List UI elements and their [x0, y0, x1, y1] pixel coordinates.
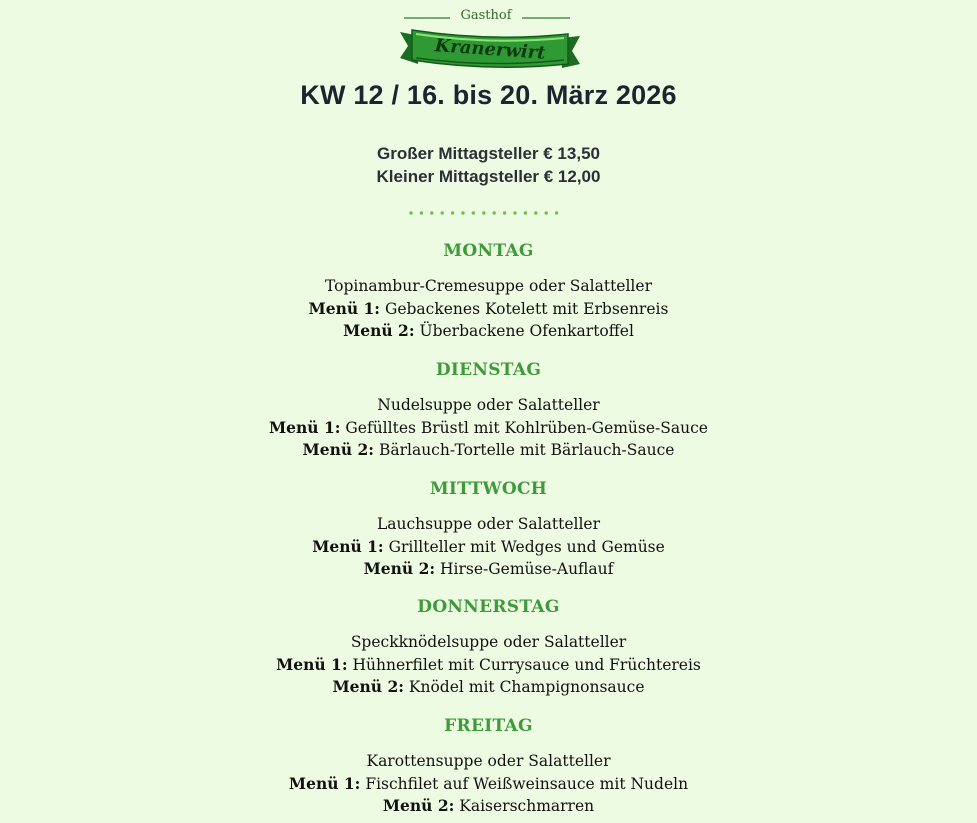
price-large: Großer Mittagsteller € 13,50	[377, 144, 600, 163]
divider-dot	[534, 211, 537, 214]
divider-dot	[555, 211, 558, 214]
day-heading: MITTWOCH	[429, 479, 548, 499]
menu1-label: Menü 1:	[288, 773, 361, 793]
menu1-line	[0, 417, 977, 440]
menu2-label: Menü 2:	[343, 321, 415, 340]
logo-gasthof-text: Gasthof	[460, 8, 512, 23]
menu2-label: Menü 2:	[363, 559, 436, 578]
divider-dot	[472, 211, 475, 214]
soup-line: Topinambur-Cremesuppe oder Salatteller	[325, 277, 652, 295]
menu1-line	[0, 773, 977, 796]
menu1-line	[0, 298, 977, 321]
divider-dot	[409, 211, 412, 214]
divider-dot	[524, 211, 527, 214]
menu1-text: Gefülltes Brüstl mit Kohlrüben-Gemüse-Sauce	[345, 418, 708, 437]
divider-dot	[513, 211, 516, 214]
day-heading: DIENSTAG	[435, 360, 542, 380]
menu2-text: Bärlauch-Tortelle mit Bärlauch-Sauce	[378, 441, 675, 459]
divider-dot	[441, 211, 444, 214]
divider-dot	[503, 211, 506, 214]
soup-line: Karottensuppe oder Salatteller	[366, 752, 611, 770]
divider-dot	[493, 211, 496, 214]
divider-dot	[545, 211, 548, 214]
soup-line: Nudelsuppe oder Salatteller	[377, 396, 600, 414]
menu2-line	[0, 439, 977, 462]
gasthof-kranerwirt-logo[interactable]	[398, 6, 582, 72]
price-small: Kleiner Mittagsteller € 12,00	[376, 167, 601, 186]
menu2-line	[0, 558, 977, 581]
dotted-divider	[408, 208, 563, 218]
day-heading: FREITAG	[444, 716, 533, 736]
day-section-montag	[0, 240, 977, 343]
menu1-label: Menü 1:	[312, 536, 384, 556]
menu1-text: Hühnerfilet mit Currysauce und Früchtereis	[352, 655, 701, 674]
menu2-text: Überbackene Ofenkartoffel	[419, 322, 634, 340]
day-section-mittwoch	[0, 478, 977, 581]
menu1-text: Gebackenes Kotelett mit Erbsenreis	[384, 299, 669, 318]
menu2-text: Kaiserschmarren	[459, 797, 595, 815]
menu2-label: Menü 2:	[302, 440, 375, 459]
logo-kranerwirt-text: Kranerwirt	[434, 35, 547, 64]
day-section-donnerstag	[0, 596, 977, 699]
day-section-freitag	[0, 715, 977, 818]
prices-block	[0, 142, 977, 188]
menu1-text: Grillteller mit Wedges und Gemüse	[388, 537, 665, 556]
divider-dot	[420, 211, 423, 214]
menu1-label: Menü 1:	[276, 654, 348, 674]
soup-line: Speckknödelsuppe oder Salatteller	[350, 633, 627, 651]
soup-line: Lauchsuppe oder Salatteller	[376, 515, 600, 533]
menu2-line	[0, 676, 977, 699]
menu2-text: Hirse-Gemüse-Auflauf	[440, 560, 614, 578]
menu1-label: Menü 1:	[269, 417, 341, 437]
divider-dot	[430, 211, 433, 214]
divider-dot	[461, 211, 464, 214]
week-title: KW 12 / 16. bis 20. März 2026	[300, 80, 677, 110]
menu2-label: Menü 2:	[382, 796, 455, 815]
menu2-text: Knödel mit Champignonsauce	[408, 678, 645, 696]
menu2-label: Menü 2:	[332, 677, 404, 696]
menu2-line	[0, 320, 977, 343]
divider-dot	[451, 211, 454, 214]
day-section-dienstag	[0, 359, 977, 462]
menu1-text: Fischfilet auf Weißweinsauce mit Nudeln	[365, 774, 689, 793]
menu1-label: Menü 1:	[308, 298, 381, 318]
day-heading: DONNERSTAG	[417, 597, 560, 617]
menu1-line	[0, 536, 977, 559]
divider-dot	[482, 211, 485, 214]
day-heading: MONTAG	[443, 241, 534, 261]
menu2-line	[0, 795, 977, 818]
menu1-line	[0, 654, 977, 677]
